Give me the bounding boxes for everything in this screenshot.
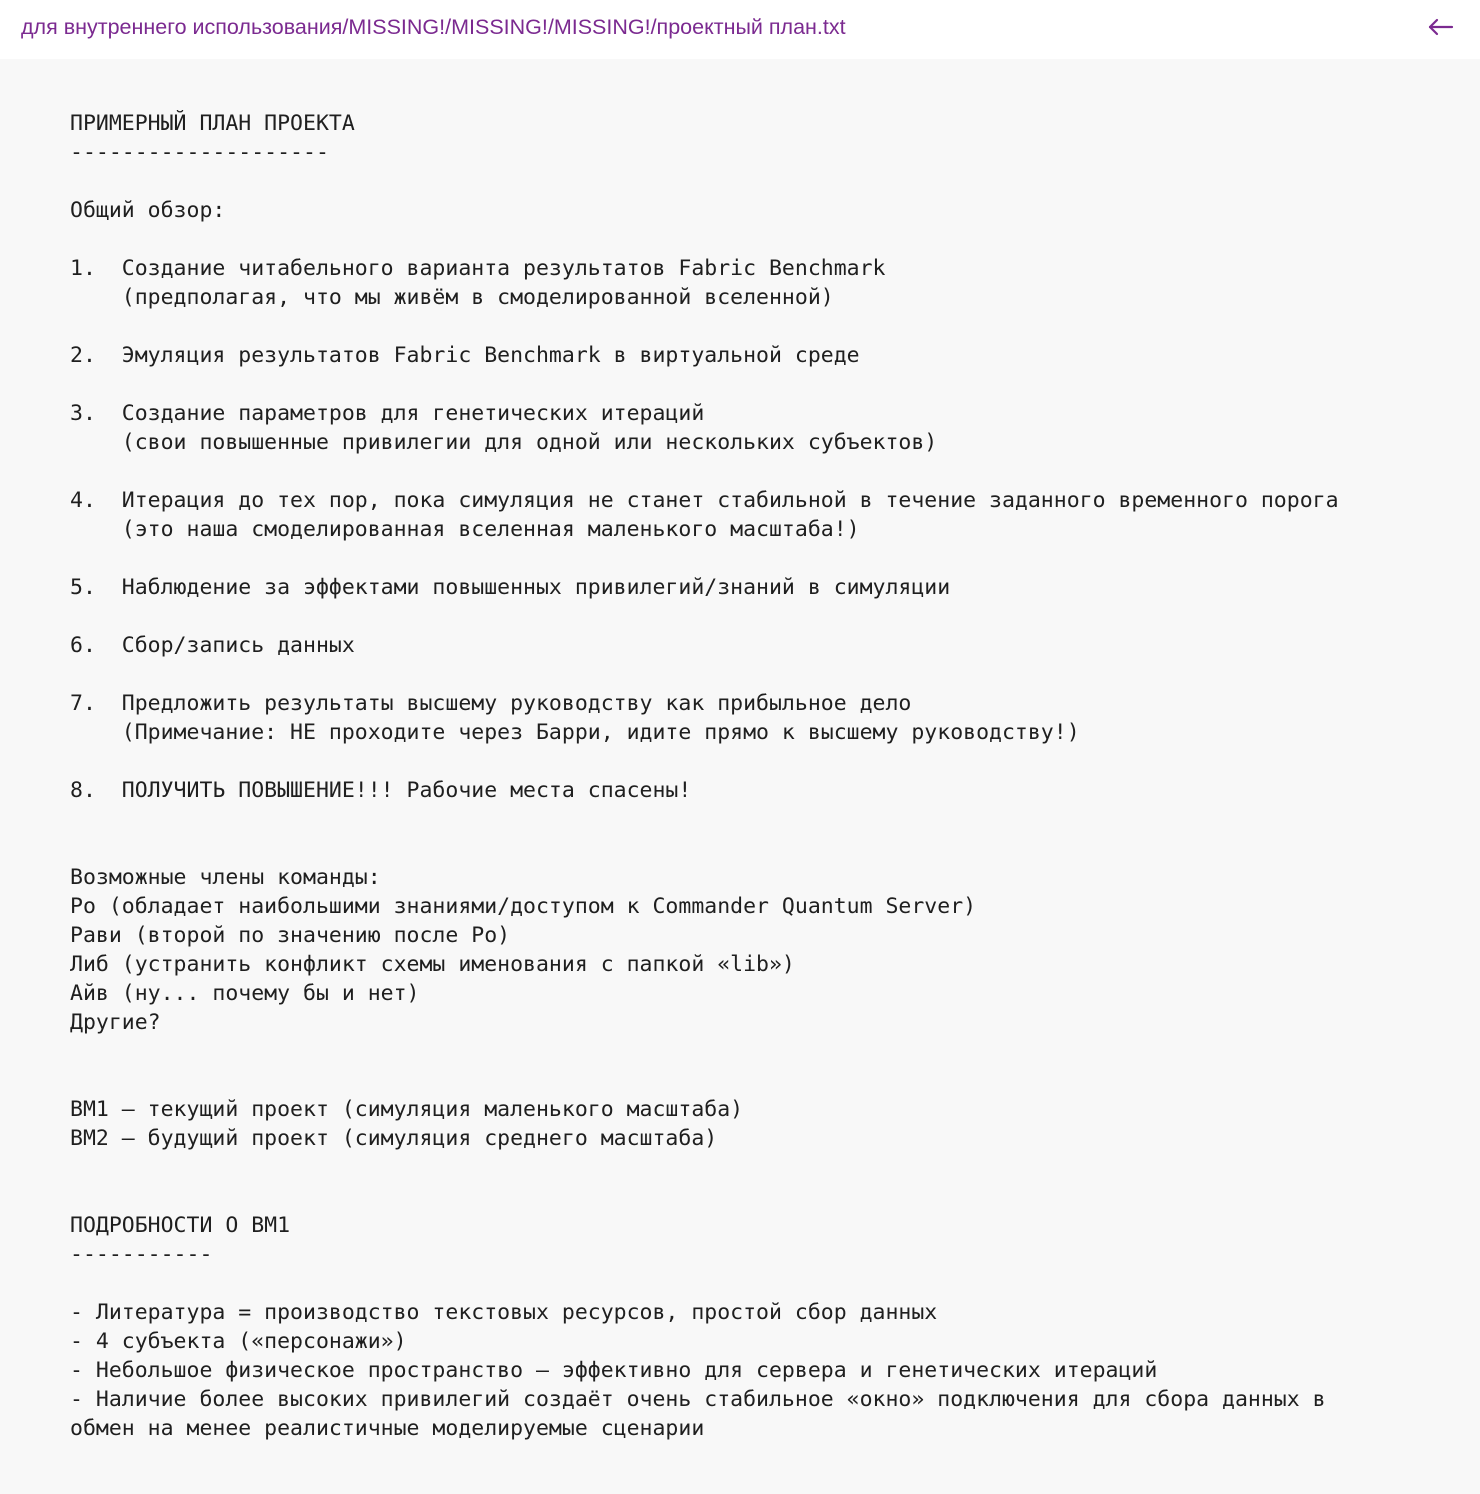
document-line: ВМ2 – будущий проект (симуляция среднего масштаба)	[70, 1126, 718, 1151]
document-line: ПРИМЕРНЫЙ ПЛАН ПРОЕКТА	[70, 111, 355, 136]
document-line: - Небольшое физическое пространство – эффективно для сервера и генетических итераций	[70, 1358, 1158, 1383]
document-line: 6. Сбор/запись данных	[70, 633, 355, 658]
document-line: (свои повышенные привилегии для одной или нескольких субъектов)	[70, 430, 938, 455]
document-line: Возможные члены команды:	[70, 865, 381, 890]
document-line: 1. Создание читабельного варианта результатов Fabric Benchmark	[70, 256, 886, 281]
file-path: для внутреннего использования/MISSING!/MISSING!/MISSING!/проектный план.txt	[21, 15, 846, 39]
document-line: Рави (второй по значению после Ро)	[70, 923, 511, 948]
document-line: Либ (устранить конфликт схемы именования с папкой «lib»)	[70, 952, 795, 977]
document-line: ВМ1 – текущий проект (симуляция маленького масштаба)	[70, 1097, 744, 1122]
document-line: обмен на менее реалистичные моделируемые сценарии	[70, 1416, 705, 1441]
back-button[interactable]	[1424, 9, 1458, 45]
document-line: 4. Итерация до тех пор, пока симуляция не станет стабильной в течение заданного временного порога	[70, 488, 1339, 513]
document-line: 5. Наблюдение за эффектами повышенных привилегий/знаний в симуляции	[70, 575, 951, 600]
document-line: -----------	[70, 1242, 213, 1267]
document-line: 3. Создание параметров для генетических итераций	[70, 401, 705, 426]
document-line: --------------------	[70, 140, 329, 165]
document-line: (это наша смоделированная вселенная маленького масштаба!)	[70, 517, 860, 542]
document-line: Общий обзор:	[70, 198, 226, 223]
arrow-left-icon	[1424, 9, 1458, 45]
document-line: 8. ПОЛУЧИТЬ ПОВЫШЕНИЕ!!! Рабочие места спасены!	[70, 778, 692, 803]
document-line: 2. Эмуляция результатов Fabric Benchmark в виртуальной среде	[70, 343, 860, 368]
document-line: - Наличие более высоких привилегий создаёт очень стабильное «окно» подключения для сбора данных в	[70, 1387, 1326, 1412]
document-line: - Литература = производство текстовых ресурсов, простой сбор данных	[70, 1300, 938, 1325]
document-line: - 4 субъекта («персонажи»)	[70, 1329, 407, 1354]
document-line: ПОДРОБНОСТИ О ВМ1	[70, 1213, 291, 1238]
document-line: Ро (обладает наибольшими знаниями/доступом к Commander Quantum Server)	[70, 894, 977, 919]
document-line: (предполагая, что мы живём в смоделированной вселенной)	[70, 285, 834, 310]
document-line: Другие?	[70, 1010, 161, 1035]
header-bar	[0, 0, 1480, 59]
document-line: Айв (ну... почему бы и нет)	[70, 981, 420, 1006]
document-line: 7. Предложить результаты высшему руководству как прибыльное дело	[70, 691, 912, 716]
document-line: (Примечание: НЕ проходите через Барри, идите прямо к высшему руководству!)	[70, 720, 1080, 745]
document-text	[70, 109, 1339, 1443]
